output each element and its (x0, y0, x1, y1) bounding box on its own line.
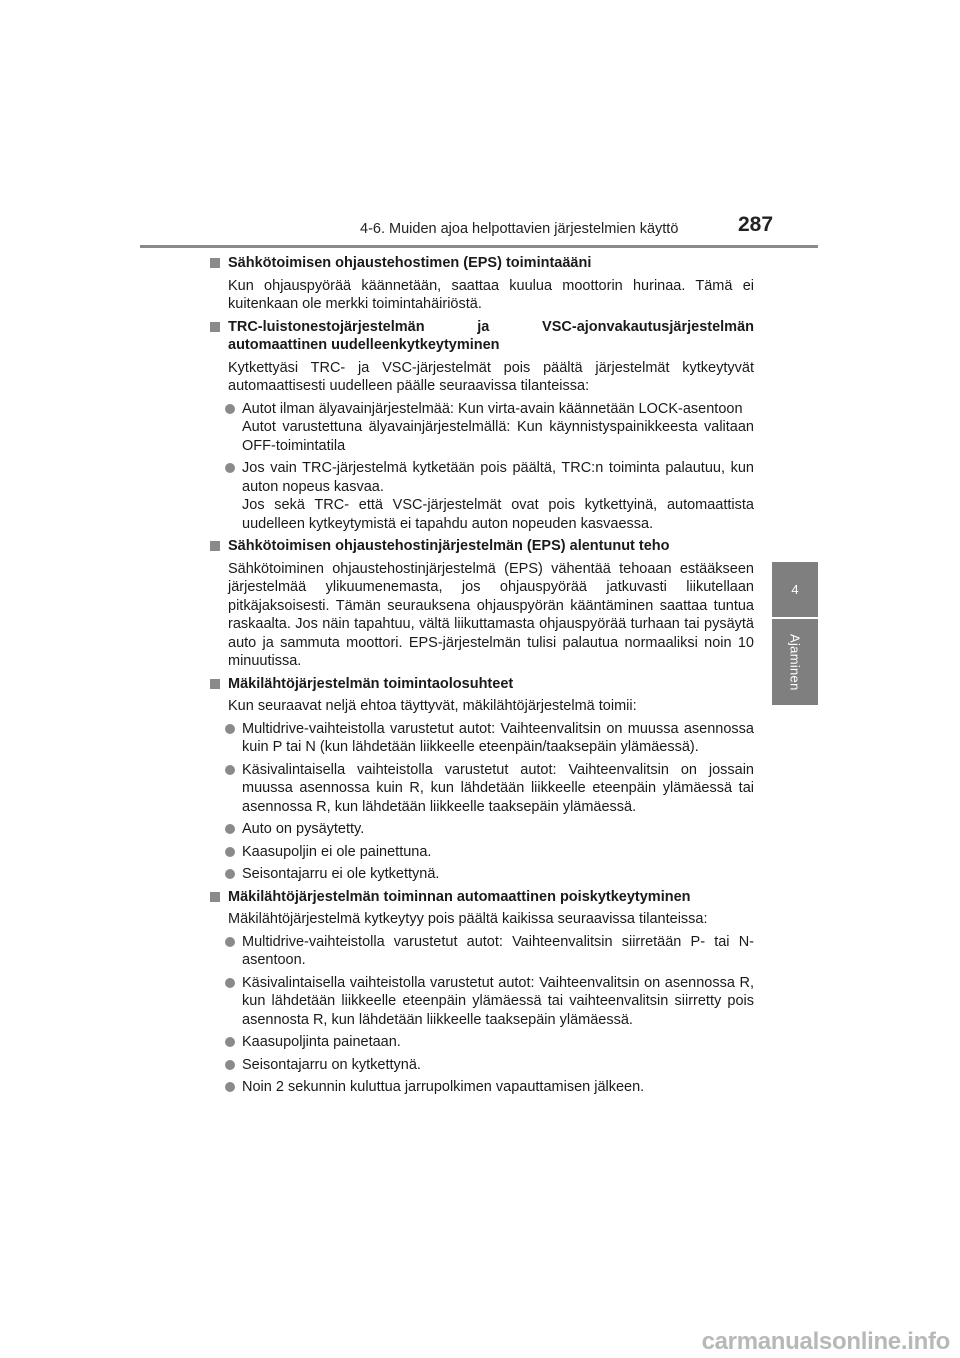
section-heading (210, 254, 754, 273)
watermark-link[interactable]: carmanualsonline.info (701, 1328, 950, 1355)
list-item-text: Noin 2 sekunnin kuluttua jarrupolkimen vapauttamisen jälkeen. (242, 1079, 645, 1095)
list-item (210, 1033, 754, 1052)
section-eps-reduced-power (210, 537, 754, 671)
list-item (210, 820, 754, 839)
list-item (210, 974, 754, 1030)
chapter-tab-title-text: Ajaminen (787, 633, 803, 691)
section-heading-text: Sähkötoimisen ohjaustehostinjärjestelmän (EPS) alentunut teho (228, 538, 670, 554)
section-paragraph: Sähkötoiminen ohjaustehostinjärjestelmä (EPS) vähentää tehoaan estääkseen järjestelmää ylikuumenemasta, jos ohjauspyörää jatkuvasti liikutellaan pitkäjaksoisesti. Tämän seurauksena ohjauspyörän kääntäminen saattaa tuntua raskaalta. Jos näin tapahtuu, vältä liikuttamasta ohjauspyörää turhaan tai pysäytä auto ja sammuta moottori. EPS-järjestelmän tulisi palautua normaaliksi noin 10 minuutissa. (228, 560, 754, 669)
square-bullet-icon (210, 541, 220, 551)
section-heading (210, 888, 754, 907)
list-item-text: Seisontajarru ei ole kytkettynä. (242, 866, 440, 882)
section-hill-start-conditions (210, 675, 754, 884)
round-bullet-icon (225, 463, 235, 473)
round-bullet-icon (225, 847, 235, 857)
running-header-title: 4-6. Muiden ajoa helpottavien järjestelmien käyttö (360, 221, 679, 237)
chapter-tab-number: 4 (772, 562, 818, 617)
round-bullet-icon (225, 1037, 235, 1047)
list-item (210, 843, 754, 862)
section-heading-text: Sähkötoimisen ohjaustehostimen (EPS) toimintaääni (228, 255, 592, 271)
section-paragraph: Kun ohjauspyörää käännetään, saattaa kuulua moottorin hurinaa. Tämä ei kuitenkaan ole merkki toimintahäiriöstä. (228, 277, 754, 312)
section-heading-text: Mäkilähtöjärjestelmän toiminnan automaattinen poiskytkeytyminen (228, 888, 691, 905)
list-item-text: Kaasupoljin ei ole painettuna. (242, 843, 432, 860)
list-item-text-continued: Autot varustettuna älyavainjärjestelmällä: Kun käynnistyspainikkeesta valitaan OFF-toimintatila (242, 419, 754, 454)
section-paragraph: Kytkettyäsi TRC- ja VSC-järjestelmät pois päältä järjestelmät kytkeytyvät automaattisesti uudelleen päälle seuraavissa tilanteissa: (228, 359, 754, 394)
section-heading-text: Mäkilähtöjärjestelmän toimintaolosuhteet (228, 675, 514, 692)
round-bullet-icon (225, 765, 235, 775)
section-trc-vsc-reactivation (210, 318, 754, 534)
list-item-text: Multidrive-vaihteistolla varustetut autot: Vaihteenvalitsin siirretään P- tai N-asentoon. (242, 933, 754, 968)
list-item-text: Käsivalintaisella vaihteistolla varustetut autot: Vaihteenvalitsin on jossain muussa asennossa kuin R, kun lähdetään liikkeelle eteenpäin ylämäessä tai asennossa R, kun lähdetään liikkeelle taaksepäin ylämäessä. (242, 761, 754, 815)
list-item (210, 1078, 754, 1097)
section-eps-sound (210, 254, 754, 314)
list-item-text: Seisontajarru on kytkettynä. (242, 1056, 421, 1073)
section-heading (210, 537, 754, 556)
list-item-text: Kaasupoljinta painetaan. (242, 1034, 401, 1050)
round-bullet-icon (225, 1060, 235, 1070)
section-paragraph: Mäkilähtöjärjestelmä kytkeytyy pois päältä kaikissa seuraavissa tilanteissa: (228, 911, 708, 927)
list-item-text: Jos vain TRC-järjestelmä kytketään pois päältä, TRC:n toiminta palautuu, kun auton nopeus kasvaa. (242, 460, 754, 495)
round-bullet-icon (225, 404, 235, 414)
list-item (210, 459, 754, 533)
section-heading (210, 675, 754, 694)
round-bullet-icon (225, 724, 235, 734)
square-bullet-icon (210, 892, 220, 902)
section-heading (210, 318, 754, 355)
round-bullet-icon (225, 824, 235, 834)
page-number: 287 (738, 213, 774, 236)
list-item (210, 1056, 754, 1075)
section-heading-text: TRC-luistonestojärjestelmän ja VSC-ajonvakautusjärjestelmän automaattinen uudelleenkytkeytyminen (228, 318, 754, 353)
list-item (210, 761, 754, 817)
section-paragraph: Kun seuraavat neljä ehtoa täyttyvät, mäkilähtöjärjestelmä toimii: (228, 698, 637, 714)
square-bullet-icon (210, 679, 220, 689)
round-bullet-icon (225, 937, 235, 947)
list-item-text: Käsivalintaisella vaihteistolla varustetut autot: Vaihteenvalitsin on asennossa R, kun lähdetään liikkeelle eteenpäin ylämäessä tai vaihteenvalitsin siirretty pois asennosta R, kun lähdetään liikkeelle taaksepäin ylämäessä. (242, 974, 754, 1028)
square-bullet-icon (210, 258, 220, 268)
header-divider (140, 245, 818, 248)
list-item-text: Auto on pysäytetty. (242, 821, 365, 837)
section-hill-start-auto-off (210, 888, 754, 1097)
list-item (210, 400, 754, 456)
square-bullet-icon (210, 322, 220, 332)
list-item (210, 933, 754, 970)
chapter-tab-title (772, 619, 818, 705)
round-bullet-icon (225, 978, 235, 988)
round-bullet-icon (225, 869, 235, 879)
list-item (210, 865, 754, 884)
round-bullet-icon (225, 1082, 235, 1092)
list-item-text: Multidrive-vaihteistolla varustetut autot: Vaihteenvalitsin on muussa asennossa kuin P tai N (kun lähdetään liikkeelle eteenpäin/taaksepäin ylämäessä). (242, 720, 754, 755)
list-item (210, 720, 754, 757)
list-item-text-continued: Jos sekä TRC- että VSC-järjestelmät ovat pois kytkettyinä, automaattista uudelleen kytkeytymistä ei tapahdu auton nopeuden kasvaessa. (242, 497, 754, 532)
page-content (210, 254, 754, 1097)
list-item-text: Autot ilman älyavainjärjestelmää: Kun virta-avain käännetään LOCK-asentoon (242, 400, 743, 417)
